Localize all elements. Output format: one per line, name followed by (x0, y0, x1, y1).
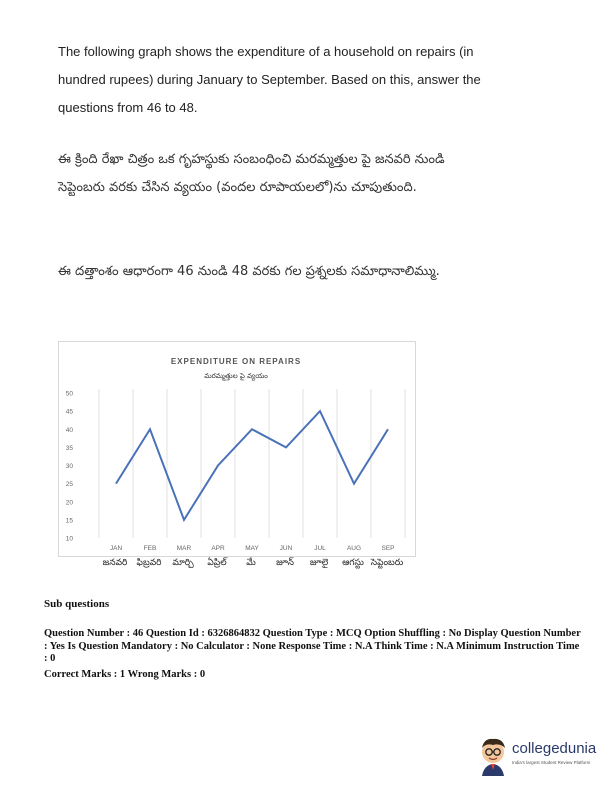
instruction-telugu: ఈ దత్తాంశం ఆధారంగా 46 నుండి 48 వరకు గల ప్రశ్నలకు సమాధానాలిమ్ము. (58, 264, 440, 279)
line-chart (59, 342, 415, 556)
y-tick-label: 35 (65, 444, 73, 452)
x-tick-label: FEB (143, 545, 157, 552)
sub-questions-heading: Sub questions (44, 598, 110, 610)
marks-info: Correct Marks : 1 Wrong Marks : 0 (44, 669, 206, 680)
x-tick-label: JAN (109, 545, 123, 552)
telugu-month-label: మే (246, 558, 256, 568)
logo-tagline: India's largest Student Review Platform (512, 760, 591, 765)
y-tick-label: 15 (65, 517, 73, 525)
intro-english: The following graph shows the expenditure of a household on repairs (in hundred rupees) during January to September. Based on this, answer the questions from 46 to 48. (58, 44, 481, 115)
x-tick-label: APR (211, 545, 225, 552)
y-tick-label: 25 (65, 481, 73, 489)
line-chart-container (58, 341, 416, 557)
x-tick-label: MAY (245, 545, 259, 552)
y-tick-label: 20 (65, 499, 73, 507)
mascot-icon (476, 736, 510, 776)
x-tick-label: MAR (176, 545, 192, 552)
telugu-month-label: ఆగస్టు (342, 558, 364, 568)
logo-wordmark: collegedunia (512, 740, 597, 757)
chart-title: EXPENDITURE ON REPAIRS (170, 357, 302, 366)
x-tick-label: JUN (279, 545, 293, 552)
telugu-month-label: మార్చి (172, 558, 194, 568)
telugu-month-label: జనవరి (102, 558, 128, 568)
telugu-month-label: ఏప్రిల్ (207, 558, 227, 568)
chart-subtitle: మరమ్మత్తుల పై వ్యయం (204, 372, 268, 380)
telugu-month-label: సెప్టెంబరు (370, 558, 404, 568)
telugu-month-label: జూలై (309, 558, 329, 568)
series-line (116, 411, 388, 520)
x-tick-label: SEP (381, 545, 395, 552)
x-tick-label: AUG (346, 545, 362, 552)
y-tick-label: 50 (65, 390, 73, 398)
telugu-month-label: జూన్ (276, 558, 294, 568)
y-tick-label: 40 (65, 426, 73, 434)
x-tick-label: JUL (314, 545, 326, 552)
telugu-month-label: ఫిబ్రవరి (136, 558, 162, 568)
y-tick-label: 45 (65, 408, 73, 416)
question-metadata: Question Number : 46 Question Id : 6326864832 Question Type : MCQ Option Shuffling : No Display Question Number : Yes Is Question Mandatory : No Calculator : None Response Time : N.A Think Time : N.A Minimum Instruction Time : 0 (44, 628, 581, 664)
y-tick-label: 10 (65, 535, 73, 543)
y-tick-label: 30 (65, 463, 73, 470)
collegedunia-logo (476, 736, 606, 776)
intro-telugu: ఈ క్రింది రేఖా చిత్రం ఒక గృహస్థుకు సంబంధించి మరమ్మత్తుల పై జనవరి నుండి సెప్టెంబరు వరకు చేసిన వ్యయం (వందల రూపాయలలో)ను చూపుతుంది. (58, 152, 445, 195)
